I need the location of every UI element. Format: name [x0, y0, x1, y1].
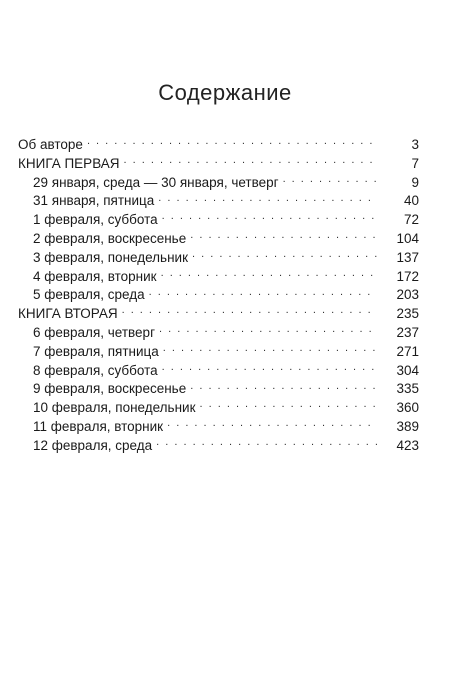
toc-entry-page-number: 360 [396, 400, 419, 416]
toc-entry-label: 2 февраля, воскресенье [33, 230, 187, 246]
dot-leader [156, 438, 377, 450]
toc-entry-label: 7 февраля, пятница [33, 343, 159, 359]
dot-leader [192, 250, 377, 262]
toc-entry-label: КНИГА ПЕРВАЯ [18, 155, 120, 171]
dot-leader [190, 381, 377, 393]
toc-entry-label: 29 января, среда — 30 января, четверг [33, 174, 279, 190]
page-title: Содержание [158, 80, 292, 105]
toc-entry [0, 192, 450, 211]
toc-entry [0, 174, 450, 193]
toc-entry-label: Об авторе [18, 137, 83, 152]
toc-entry-page-number: 304 [396, 362, 419, 378]
toc-entry [0, 324, 450, 343]
dot-leader [200, 400, 378, 412]
toc-entry-label: 8 февраля, суббота [33, 362, 158, 378]
dot-leader [190, 231, 377, 243]
dot-leader [149, 287, 377, 299]
toc-entry [0, 211, 450, 230]
toc-entry-label: КНИГА ВТОРАЯ [18, 306, 118, 322]
dot-leader [124, 156, 377, 168]
toc-entry-page-number: 389 [396, 418, 419, 434]
toc-entry [0, 437, 450, 456]
dot-leader [87, 137, 377, 149]
dot-leader [161, 269, 377, 281]
toc-entry-label: 10 февраля, понедельник [33, 400, 196, 416]
toc-entry-page-number: 40 [403, 193, 419, 209]
toc-entry [0, 380, 450, 399]
toc-entry-page-number: 335 [396, 381, 419, 397]
dot-leader [283, 175, 377, 187]
toc-entry-page-number: 423 [396, 437, 419, 453]
toc-entry [0, 230, 450, 249]
toc-entry [0, 286, 450, 305]
toc-entry-page-number: 271 [396, 343, 419, 359]
dot-leader [122, 306, 377, 318]
toc-entry-page-number: 203 [396, 287, 419, 303]
toc-entry-page-number: 237 [396, 324, 419, 340]
toc-entry-label: 11 февраля, вторник [33, 418, 164, 434]
toc-entry-label: 6 февраля, четверг [33, 324, 155, 340]
toc-entry-page-number: 72 [403, 212, 419, 228]
toc-entry [0, 155, 450, 174]
toc-entry [0, 305, 450, 324]
toc-entry-label: 31 января, пятница [33, 193, 155, 209]
toc-entry [0, 268, 450, 287]
dot-leader [162, 363, 377, 375]
table-of-contents [0, 136, 450, 456]
dot-leader [159, 325, 377, 337]
toc-entry-label: 3 февраля, понедельник [33, 249, 188, 265]
dot-leader [162, 212, 377, 224]
toc-entry-page-number: 172 [396, 268, 419, 284]
dot-leader [167, 419, 377, 431]
toc-entry-label: 4 февраля, вторник [33, 268, 157, 284]
toc-entry [0, 343, 450, 362]
toc-entry-page-number: 7 [411, 155, 419, 171]
toc-entry-page-number: 235 [396, 306, 419, 322]
toc-entry-label: 12 февраля, среда [33, 437, 153, 453]
toc-entry-page-number: 9 [411, 174, 419, 190]
toc-entry [0, 362, 450, 381]
toc-entry [0, 249, 450, 268]
toc-entry-label: 1 февраля, суббота [33, 212, 158, 228]
dot-leader [158, 193, 377, 205]
dot-leader [163, 344, 377, 356]
toc-entry-label: 9 февраля, воскресенье [33, 381, 187, 397]
toc-entry [0, 136, 450, 155]
toc-entry-page-number: 3 [411, 137, 419, 152]
toc-entry-page-number: 137 [396, 249, 419, 265]
toc-entry-label: 5 февраля, среда [33, 287, 145, 303]
toc-entry [0, 399, 450, 418]
toc-entry [0, 418, 450, 437]
toc-entry-page-number: 104 [396, 230, 419, 246]
